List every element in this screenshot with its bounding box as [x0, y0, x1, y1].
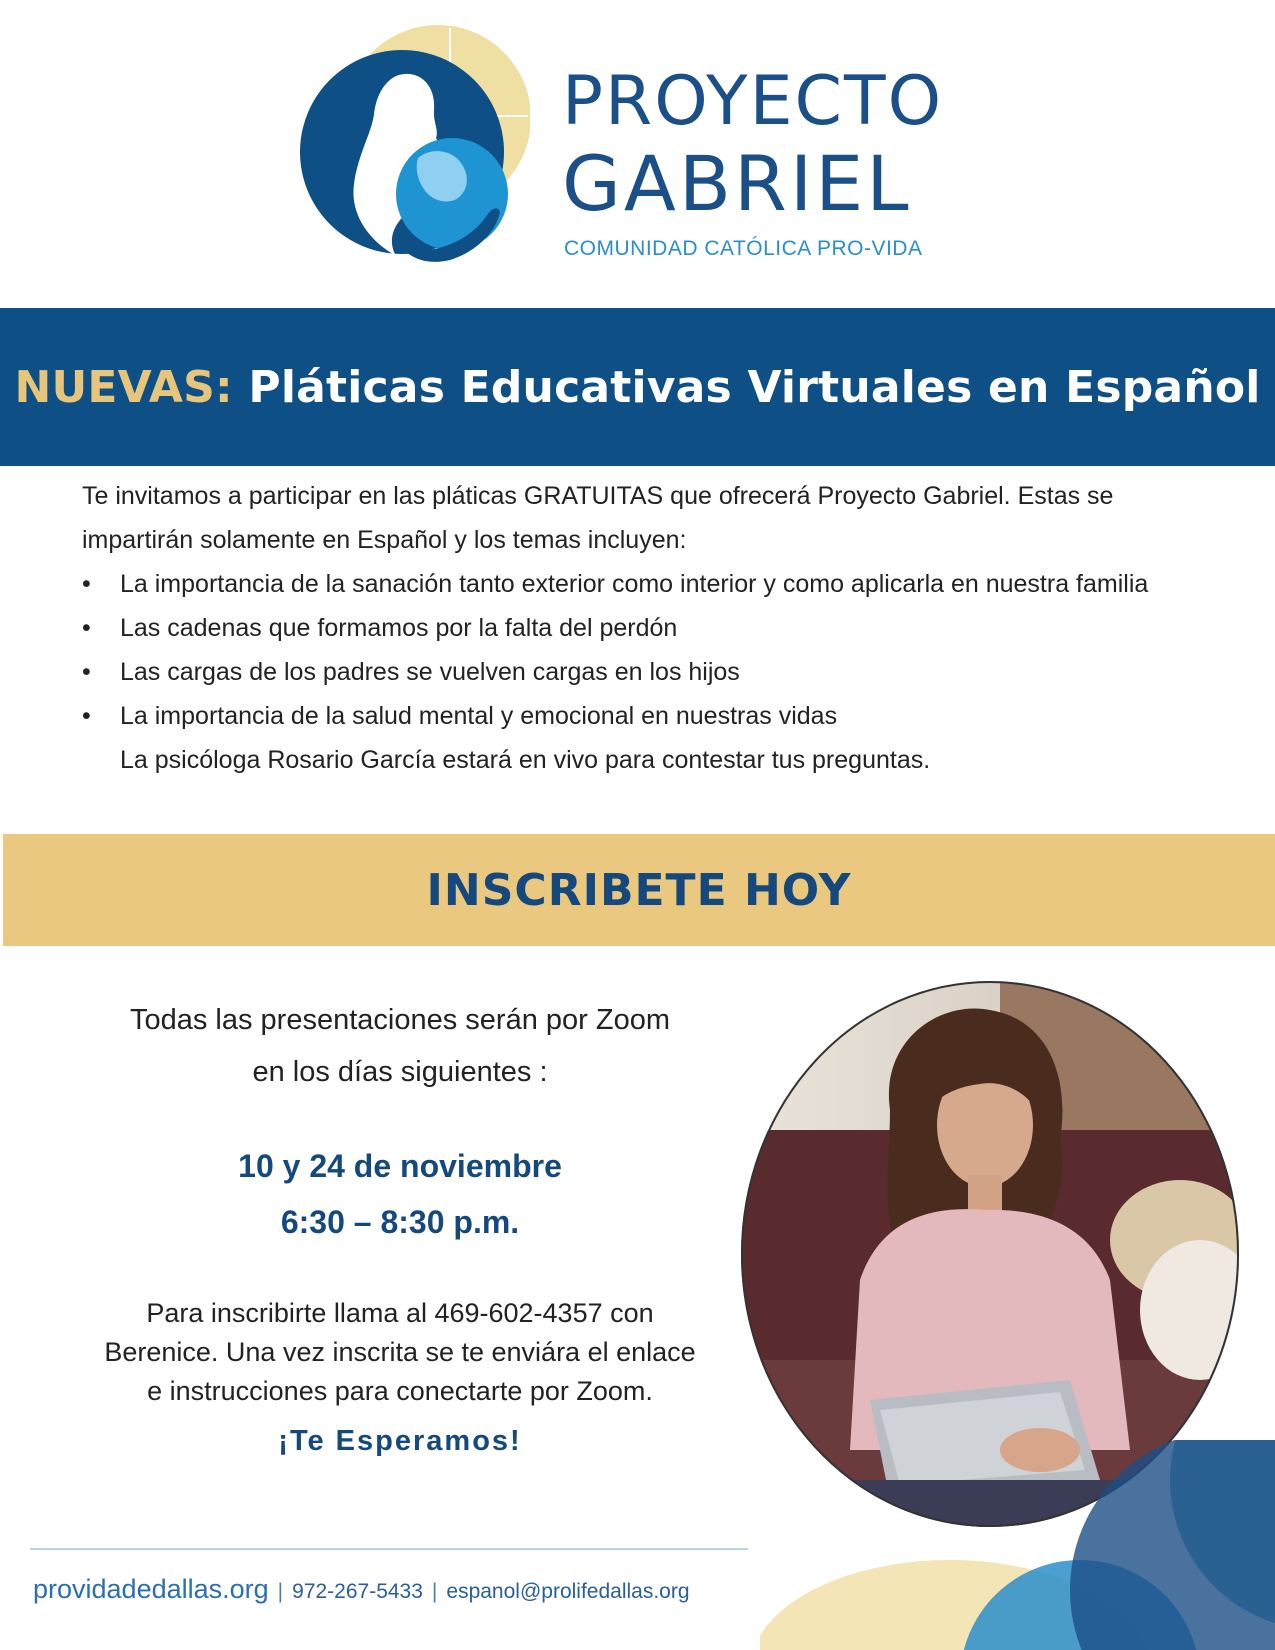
- bullet-icon: •: [82, 658, 91, 686]
- event-details: [60, 994, 740, 1458]
- list-item: [82, 694, 1192, 738]
- zoom-line-2: en los días siguientes :: [252, 1056, 548, 1088]
- topic-text: La importancia de la sanación tanto exterior como interior y como aplicarla en nuestra familia: [120, 570, 1149, 598]
- psychologist-note: La psicóloga Rosario García estará en vivo para contestar tus preguntas.: [120, 746, 931, 774]
- brand-tagline: COMUNIDAD CATÓLICA PRO-VIDA: [564, 237, 923, 260]
- topic-text: La importancia de la salud mental y emocional en nuestras vidas: [120, 702, 838, 730]
- cta-banner: [3, 834, 1275, 946]
- bullet-icon: •: [82, 614, 91, 642]
- title-prefix: NUEVAS:: [14, 361, 233, 413]
- bullet-icon: •: [82, 570, 91, 598]
- title-text: Pláticas Educativas Virtuales en Español: [248, 361, 1261, 413]
- topics-list: [82, 562, 1192, 738]
- brand-name-line1: PROYECTO: [562, 62, 944, 141]
- list-item: [82, 606, 1192, 650]
- footer-separator: |: [277, 1580, 284, 1603]
- list-item: [82, 650, 1192, 694]
- intro-paragraph: Te invitamos a participar en las pláticas GRATUITAS que ofrecerá Proyecto Gabriel. Estas se impartirán solamente en Español y los temas incluyen:: [82, 482, 1114, 554]
- topic-text: Las cadenas que formamos por la falta del perdón: [120, 614, 678, 642]
- intro-section: [82, 474, 1192, 782]
- footer: [33, 1574, 690, 1605]
- list-item: [82, 562, 1192, 606]
- event-time: 6:30 – 8:30 p.m.: [280, 1204, 520, 1240]
- zoom-line-1: Todas las presentaciones serán por Zoom: [129, 1004, 670, 1036]
- title-banner: [0, 308, 1275, 466]
- bullet-icon: •: [82, 702, 91, 730]
- footer-divider: [30, 1548, 748, 1550]
- website-link[interactable]: providadedallas.org: [33, 1574, 269, 1604]
- email-link[interactable]: espanol@prolifedallas.org: [446, 1580, 690, 1603]
- logo: [300, 18, 980, 273]
- registration-info: Para inscribirte llama al 469-602-4357 con Berenice. Una vez inscrita se te enviára el enlace e instrucciones para conectarte por Zoom.: [104, 1298, 696, 1406]
- event-dates: 10 y 24 de noviembre: [238, 1148, 562, 1184]
- welcome-message: ¡Te Esperamos!: [278, 1425, 522, 1457]
- decorative-circles: [760, 1440, 1275, 1650]
- page-title: [14, 362, 1260, 413]
- topic-text: Las cargas de los padres se vuelven cargas en los hijos: [120, 658, 740, 686]
- cta-heading: INSCRIBETE HOY: [426, 864, 852, 916]
- brand-name-line2: GABRIEL: [562, 139, 912, 228]
- footer-separator: |: [431, 1580, 438, 1603]
- proyecto-gabriel-logo-icon: [300, 18, 530, 268]
- phone-number[interactable]: 972-267-5433: [292, 1580, 423, 1603]
